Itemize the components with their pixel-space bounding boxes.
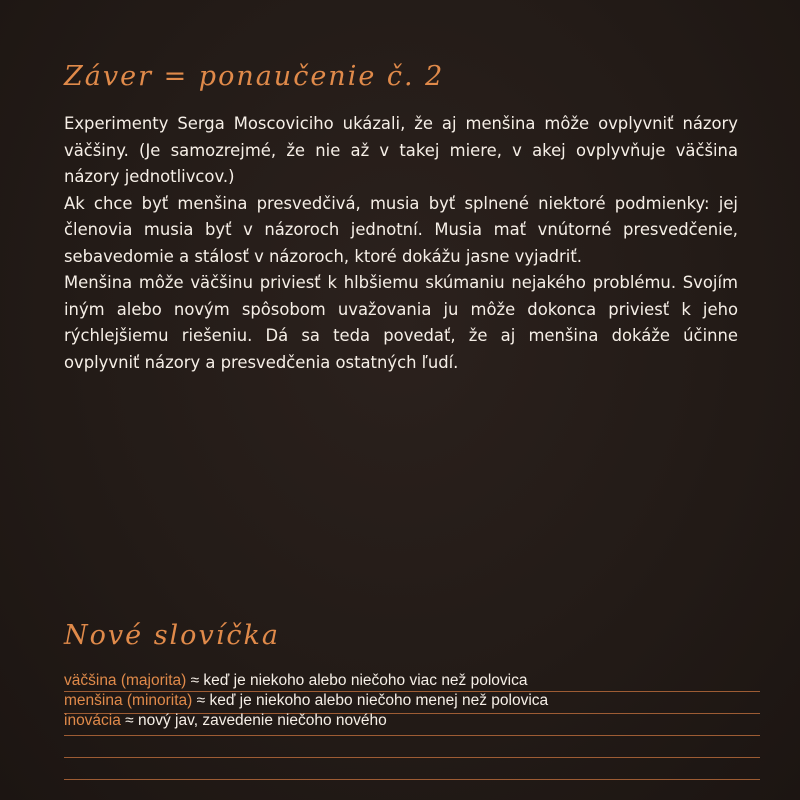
ruled-line [64, 757, 760, 758]
paragraph: Menšina môže väčšinu priviesť k hlbšiemu skúmaniu nejakého problému. Svojím iným alebo novým spôsobom uvažovania ju môže dokonca priviesť k jeho rýchlejšiemu riešeniu. Dá sa teda povedať, že aj menšina dokáže účinne ovplyvniť názory a presvedčenia ostatných ľudí. [64, 273, 738, 372]
vocabulary-definition: ≈ keď je niekoho alebo niečoho menej než polovica [192, 692, 549, 709]
vocabulary-definition: ≈ nový jav, zavedenie niečoho nového [120, 712, 387, 729]
vocabulary-term: inovácia [64, 712, 121, 729]
vocabulary-list [64, 671, 764, 731]
vocabulary-term: menšina (minorita) [64, 692, 193, 709]
ruled-line [64, 779, 760, 780]
vocabulary-heading: Nové slovíčka [64, 620, 280, 651]
paragraph: Ak chce byť menšina presvedčivá, musia byť splnené niektoré podmienky: jej členovia musia byť v názoroch jednotní. Musia mať vnútorné presvedčenie, sebavedomie a stálosť v názoroch, ktoré dokážu jasne vyjadriť. [64, 193, 738, 266]
vocabulary-item [64, 691, 764, 711]
body-text [64, 111, 738, 376]
vocabulary-term: väčšina (majorita) [64, 672, 187, 689]
section-heading: Záver = ponaučenie č. 2 [64, 61, 445, 92]
vocabulary-definition: ≈ keď je niekoho alebo niečoho viac než polovica [186, 672, 528, 689]
ruled-line [64, 735, 760, 736]
vocabulary-item [64, 711, 764, 731]
vocabulary-item [64, 671, 764, 691]
paragraph: Experimenty Serga Moscoviciho ukázali, že aj menšina môže ovplyvniť názory väčšiny. (Je samozrejmé, že nie až v takej miere, v akej ovplyvňuje väčšina názory jednotlivcov.) [64, 114, 738, 186]
